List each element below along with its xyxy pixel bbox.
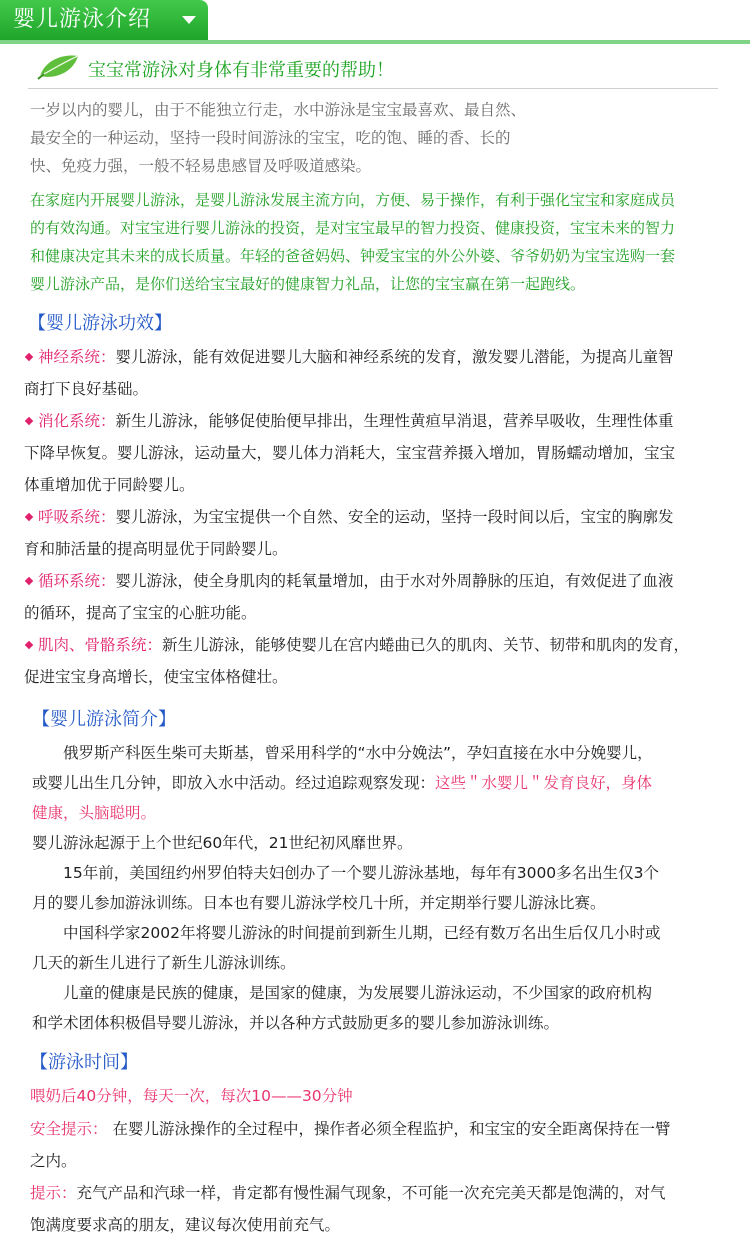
effect-label: 循环系统： xyxy=(38,572,116,590)
brief-line: 俄罗斯产科医生柴可夫斯基，曾采用科学的“水中分娩法”，孕妇直接在水中分娩婴儿， xyxy=(63,744,653,762)
brief-line: 中国科学家2002年将婴儿游泳的时间提前到新生儿期，已经有数万名出生后仅几小时或 xyxy=(63,924,661,942)
banner-title: 婴儿游泳介绍 xyxy=(13,7,152,32)
time-schedule: 喂奶后40分钟，每天一次，每次10——30分钟 xyxy=(30,1087,353,1105)
brief-line: 几天的新生儿进行了新生儿游泳训练。 xyxy=(32,954,296,972)
diamond-bullet-icon xyxy=(25,416,33,424)
effect-text: 育和肺活量的提高明显优于同龄婴儿。 xyxy=(24,540,288,558)
brief-paragraph-4 xyxy=(32,918,722,978)
effect-text: 体重增加优于同龄婴儿。 xyxy=(24,476,195,494)
section-banner xyxy=(0,0,208,40)
effect-item-musculoskeletal xyxy=(24,629,724,693)
inflation-tip xyxy=(30,1177,720,1241)
diamond-bullet-icon xyxy=(25,576,33,584)
brief-line: 儿童的健康是民族的健康，是国家的健康，为发展婴儿游泳运动，不少国家的政府机构 xyxy=(63,984,653,1002)
effect-label: 消化系统： xyxy=(38,412,116,430)
intro-line: 的有效沟通。对宝宝进行婴儿游泳的投资，是对宝宝最早的智力投资、健康投资，宝宝未来的智力 xyxy=(30,219,676,237)
effect-item-digestive xyxy=(24,405,724,501)
brief-paragraph-2: 婴儿游泳起源于上个世纪60年代，21世纪初风靡世界。 xyxy=(32,834,413,852)
time-section-title: 【游泳时间】 xyxy=(30,1052,138,1073)
effect-item-circulatory xyxy=(24,565,724,629)
intro-line: 快、免疫力强，一般不轻易患感冒及呼吸道感染。 xyxy=(30,157,372,175)
diamond-bullet-icon xyxy=(25,640,33,648)
intro-line: 和健康决定其未来的成长质量。年轻的爸爸妈妈、钟爱宝宝的外公外婆、爷爷奶奶为宝宝选购一套 xyxy=(30,247,676,265)
effect-label: 肌肉、骨骼系统： xyxy=(38,636,163,654)
banner-divider xyxy=(0,40,750,44)
intro-green-paragraph xyxy=(30,186,720,298)
effect-text: 下降早恢复。婴儿游泳，运动量大，婴儿体力消耗大，宝宝营养摄入增加，胃肠蠕动增加，宝宝 xyxy=(24,444,676,462)
headline: 宝宝常游泳对身体有非常重要的帮助！ xyxy=(88,60,394,81)
brief-line: 月的婴儿参加游泳训练。日本也有婴儿游泳学校几十所，并定期举行婴儿游泳比赛。 xyxy=(32,894,606,912)
effect-text: 婴儿游泳，使全身肌肉的耗氧量增加，由于水对外周静脉的压迫，有效促进了血液 xyxy=(115,572,674,590)
brief-line: 或婴儿出生几分钟，即放入水中活动。经过追踪观察发现： xyxy=(32,774,436,792)
effects-section-title: 【婴儿游泳功效】 xyxy=(28,313,172,334)
intro-line: 最安全的一种运动，坚持一段时间游泳的宝宝，吃的饱、睡的香、长的 xyxy=(30,129,511,147)
brief-section-title: 【婴儿游泳简介】 xyxy=(32,709,176,730)
brief-line: 15年前，美国纽约州罗伯特夫妇创办了一个婴儿游泳基地，每年有3000多名出生仅3个 xyxy=(63,864,660,882)
safety-tip xyxy=(30,1113,720,1177)
effect-item-nervous xyxy=(24,341,724,405)
intro-grey-paragraph xyxy=(30,96,720,180)
effect-text: 新生儿游泳，能够促使胎便早排出，生理性黄疸早消退，营养早吸收，生理性体重 xyxy=(115,412,674,430)
tip-text: 充气产品和汽球一样，肯定都有慢性漏气现象，不可能一次充完美天都是饱满的，对气 xyxy=(76,1184,666,1202)
effect-item-respiratory xyxy=(24,501,724,565)
brief-highlight: 健康，头脑聪明。 xyxy=(32,804,157,822)
effect-text: 新生儿游泳，能够使婴儿在宫内蜷曲已久的肌肉、关节、韧带和肌肉的发育， xyxy=(162,636,690,654)
brief-line: 和学术团体积极倡导婴儿游泳，并以各种方式鼓励更多的婴儿参加游泳训练。 xyxy=(32,1014,560,1032)
brief-paragraph-1 xyxy=(32,738,722,828)
intro-line: 一岁以内的婴儿，由于不能独立行走，水中游泳是宝宝最喜欢、最自然、 xyxy=(30,101,527,119)
safety-text: 之内。 xyxy=(30,1152,77,1170)
brief-highlight: 这些＂水婴儿＂发育良好，身体 xyxy=(435,774,653,792)
effect-text: 婴儿游泳，为宝宝提供一个自然、安全的运动，坚持一段时间以后，宝宝的胸廓发 xyxy=(115,508,674,526)
brief-paragraph-5 xyxy=(32,978,722,1038)
safety-label: 安全提示： xyxy=(30,1120,108,1138)
diamond-bullet-icon xyxy=(25,512,33,520)
effect-text: 商打下良好基础。 xyxy=(24,380,149,398)
safety-text: 在婴儿游泳操作的全过程中，操作者必须全程监护，和宝宝的安全距离保持在一臂 xyxy=(107,1120,671,1138)
effect-text: 婴儿游泳，能有效促进婴儿大脑和神经系统的发育，激发婴儿潜能，为提高儿童智 xyxy=(115,348,674,366)
diamond-bullet-icon xyxy=(25,352,33,360)
intro-line: 婴儿游泳产品，是你们送给宝宝最好的健康智力礼品，让您的宝宝赢在第一起跑线。 xyxy=(30,275,586,293)
tip-text: 饱满度要求高的朋友，建议每次使用前充气。 xyxy=(30,1216,341,1234)
tip-label: 提示： xyxy=(30,1184,77,1202)
intro-line: 在家庭内开展婴儿游泳，是婴儿游泳发展主流方向，方便、易于操作，有利于强化宝宝和家庭成员 xyxy=(30,191,676,209)
leaf-icon xyxy=(36,52,80,82)
effect-label: 神经系统： xyxy=(38,348,116,366)
effect-text: 促进宝宝身高增长，使宝宝体格健壮。 xyxy=(24,668,288,686)
triangle-down-icon xyxy=(182,16,196,24)
brief-paragraph-3 xyxy=(32,858,722,918)
effect-label: 呼吸系统： xyxy=(38,508,116,526)
effect-text: 的循环，提高了宝宝的心脏功能。 xyxy=(24,604,257,622)
headline-divider xyxy=(28,88,718,89)
